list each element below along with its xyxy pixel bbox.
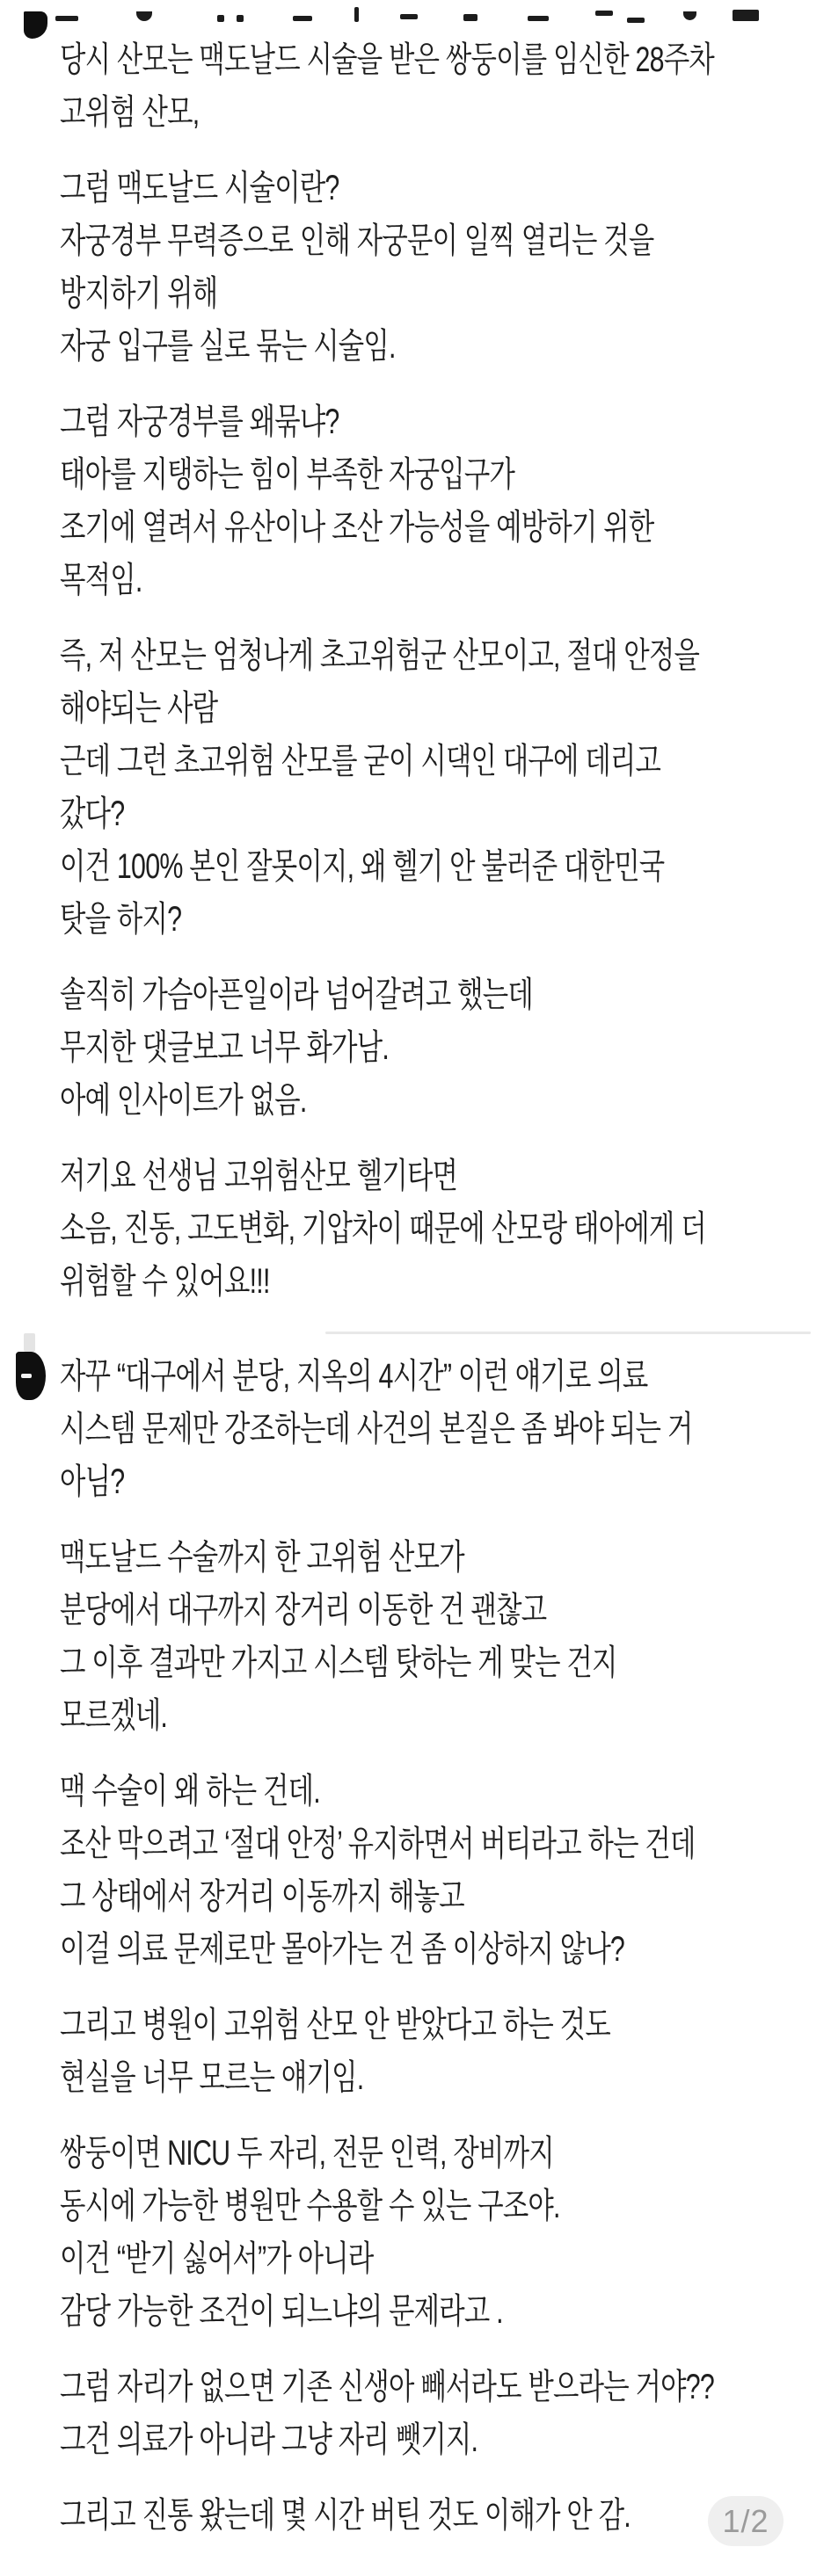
glyph-fragment (595, 11, 613, 16)
text-line: 현실을 너무 모르는 얘기임. (60, 2058, 364, 2097)
text-line: 아예 인사이트가 없음. (60, 1081, 307, 1120)
glyph-fragment (237, 15, 244, 22)
avatar-icon (24, 11, 47, 39)
paragraph (60, 1350, 831, 1508)
glyph-fragment (55, 16, 78, 21)
text-line: 위험할 수 있어요!!! (60, 1262, 270, 1301)
text-line: 이걸 의료 문제로만 몰아가는 건 좀 이상하지 않나? (60, 1930, 625, 1969)
text-line: 그리고 병원이 고위험 산모 안 받았다고 하는 것도 (60, 2006, 610, 2044)
paragraph (60, 395, 831, 606)
glyph-fragment (683, 11, 696, 20)
glyph-fragment (400, 14, 418, 19)
paragraph (60, 1999, 831, 2104)
paragraph (60, 1150, 831, 1308)
text-line: 자궁 입구를 실로 묶는 시술임. (60, 327, 396, 366)
text-line: 솔직히 가슴아픈일이라 넘어갈려고 했는데 (60, 976, 533, 1014)
post-text-content (60, 33, 831, 2565)
text-line: 감당 가능한 조건이 되느냐의 문제라고 . (60, 2292, 503, 2331)
text-line: 그럼 자리가 없으면 기존 신생아 빼서라도 받으라는 거야?? (60, 2368, 715, 2406)
paragraph (60, 1531, 831, 1742)
paragraph (60, 1765, 831, 1976)
paragraph (60, 2361, 831, 2466)
paragraph (60, 162, 831, 373)
glyph-fragment (217, 15, 224, 22)
screenshot-seam-artifact (24, 1333, 35, 1352)
clipped-text-line (48, 0, 805, 25)
text-line: 맥 수술이 왜 하는 건데. (60, 1772, 320, 1810)
text-line: 맥도날드 수술까지 한 고위험 산모가 (60, 1538, 464, 1577)
post-1 (60, 33, 831, 1308)
glyph-fragment (733, 10, 759, 21)
text-line: 분당에서 대구까지 장거리 이동한 건 괜찮고 (60, 1591, 547, 1629)
text-line: 모르겠네. (60, 1696, 168, 1735)
text-line: 즉, 저 산모는 엄청나게 초고위험군 산모이고, 절대 안정을 (60, 636, 700, 675)
text-line: 시스템 문제만 강조하는데 사건의 본질은 좀 봐야 되는 거 (60, 1410, 693, 1448)
text-line: 그건 의료가 아니라 그냥 자리 뺏기지. (60, 2420, 478, 2459)
text-line: 자꾸 “대구에서 분당, 지옥의 4시간” 이런 얘기로 의료 (60, 1357, 648, 1396)
text-line: 그 이후 결과만 가지고 시스템 탓하는 게 맞는 건지 (60, 1644, 617, 1682)
text-line: 근데 그런 초고위험 산모를 굳이 시댁인 대구에 데리고 (60, 742, 661, 780)
text-line: 갔다? (60, 795, 125, 833)
text-line: 태아를 지탱하는 힘이 부족한 자궁입구가 (60, 455, 515, 494)
text-line: 당시 산모는 맥도날드 시술을 받은 쌍둥이를 임신한 28주차 (60, 40, 715, 79)
glyph-fragment (293, 16, 312, 21)
paragraph (60, 2127, 831, 2338)
glyph-fragment (528, 16, 549, 21)
text-line: 목적임. (60, 561, 142, 599)
text-line: 무지한 댓글보고 너무 화가남. (60, 1028, 390, 1067)
paragraph (60, 629, 831, 946)
text-line: 조기에 열려서 유산이나 조산 가능성을 예방하기 위한 (60, 508, 654, 547)
text-line: 해야되는 사람 (60, 689, 218, 728)
page-indicator-label: 1/2 (722, 2502, 769, 2539)
avatar-detail (21, 1374, 32, 1378)
text-line: 그럼 자궁경부를 왜묶냐? (60, 403, 339, 441)
text-line: 이건 100% 본인 잘못이지, 왜 헬기 안 불러준 대한민국 (60, 847, 665, 886)
glyph-fragment (136, 11, 152, 21)
paragraph (60, 969, 831, 1127)
text-line: 쌍둥이면 NICU 두 자리, 전문 인력, 장비까지 (60, 2134, 554, 2173)
paragraph (60, 33, 831, 139)
text-line: 소음, 진동, 고도변화, 기압차이 때문에 산모랑 태아에게 더 (60, 1209, 706, 1248)
text-line: 그럼 맥도날드 시술이란? (60, 169, 339, 207)
text-line: 조산 막으려고 ‘절대 안정’ 유지하면서 버티라고 하는 건데 (60, 1825, 696, 1863)
text-line: 탓을 하지? (60, 900, 182, 939)
text-line: 아님? (60, 1462, 125, 1501)
post-2 (60, 1350, 831, 2542)
text-line: 방지하기 위해 (60, 274, 218, 313)
text-line: 자궁경부 무력증으로 인해 자궁문이 일찍 열리는 것을 (60, 221, 654, 260)
glyph-fragment (627, 18, 645, 23)
text-line: 그 상태에서 장거리 이동까지 해놓고 (60, 1877, 464, 1916)
glyph-fragment (354, 7, 359, 22)
text-line: 고위험 산모, (60, 93, 200, 132)
text-line: 저기요 선생님 고위험산모 헬기타면 (60, 1157, 458, 1195)
text-line: 그리고 진통 왔는데 몇 시간 버틴 것도 이해가 안 감. (60, 2496, 631, 2535)
text-line: 동시에 가능한 병원만 수용할 수 있는 구조야. (60, 2187, 560, 2225)
text-line: 이건 “받기 싫어서”가 아니라 (60, 2239, 374, 2278)
glyph-fragment (463, 14, 477, 21)
page-indicator-badge (708, 2496, 784, 2546)
